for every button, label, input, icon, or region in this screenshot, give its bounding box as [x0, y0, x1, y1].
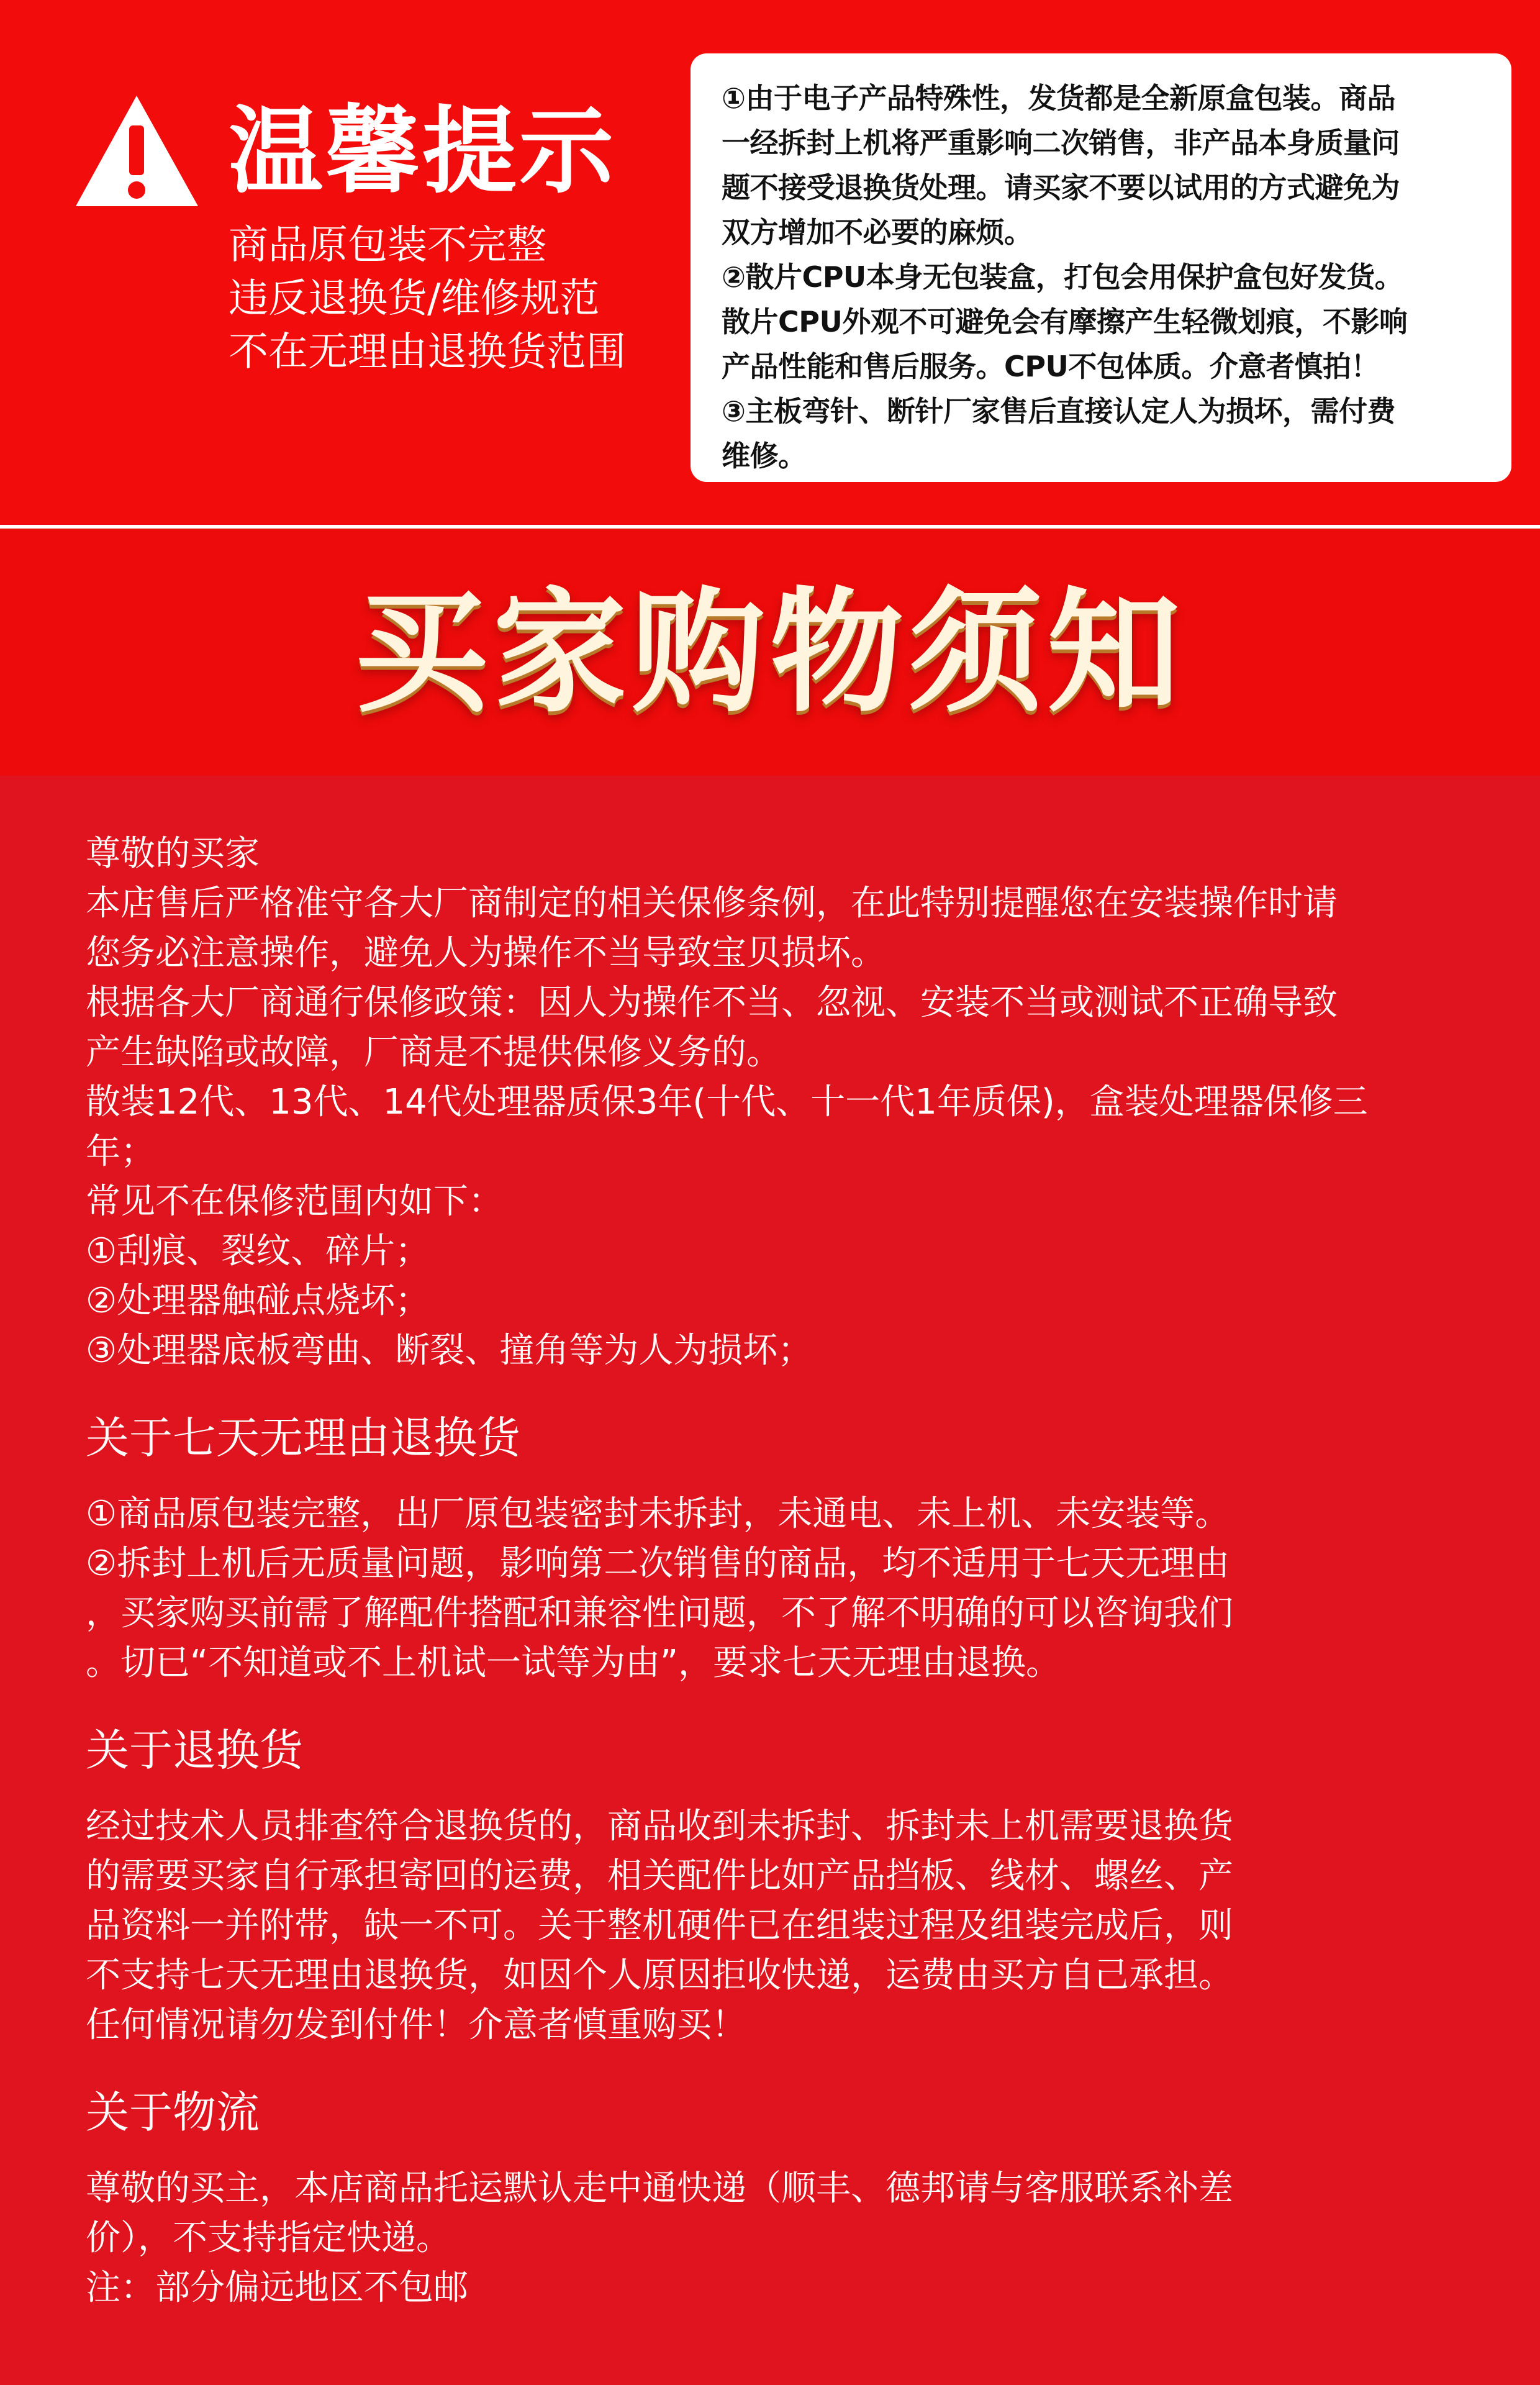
intro-block [86, 829, 1477, 1376]
notice-line: 维修。 [722, 439, 807, 473]
section-line: 的需要买家自行承担寄回的运费，相关配件比如产品挡板、线材、螺丝、产 [86, 1856, 1233, 1896]
intro-line: ①刮痕、裂纹、碎片； [86, 1231, 430, 1271]
title-band [0, 529, 1540, 776]
section-heading-returns: 关于退换货 [86, 1725, 303, 1776]
section-line: 尊敬的买主，本店商品托运默认走中通快递（顺丰、德邦请与客服联系补差 [86, 2168, 1233, 2209]
notice-line: 产品性能和售后服务。CPU不包体质。介意者慎拍！ [722, 350, 1379, 383]
section-body-returns [86, 1802, 1477, 2050]
warning-subtitle-line: 不在无理由退换货范围 [229, 329, 626, 375]
notice-line: ②散片CPU本身无包装盒，打包会用保护盒包好发货。 [722, 260, 1403, 294]
spacer [86, 1778, 1477, 1802]
section-body-seven-day-return [86, 1489, 1477, 1688]
intro-line: 本店售后严格准守各大厂商制定的相关保修条例，在此特别提醒您在安装操作时请 [86, 883, 1338, 924]
intro-line: ③处理器底板弯曲、断裂、撞角等为人为损坏； [86, 1330, 813, 1371]
shopping-notice-content [86, 829, 1477, 2313]
section-heading-seven-day-return: 关于七天无理由退换货 [86, 1412, 520, 1463]
intro-line: 产生缺陷或故障，厂商是不提供保修义务的。 [86, 1032, 781, 1073]
intro-line: 您务必注意操作，避免人为操作不当导致宝贝损坏。 [86, 933, 886, 973]
notice-line: 一经拆封上机将严重影响二次销售，非产品本身质量问 [722, 126, 1400, 160]
warning-title: 温馨提示 [229, 96, 616, 206]
warning-subtitle-line: 商品原包装不完整 [229, 222, 546, 268]
section-line: 注：部分偏远地区不包邮 [86, 2268, 468, 2308]
intro-line: 尊敬的买家 [86, 834, 260, 874]
notice-line: ①由于电子产品特殊性，发货都是全新原盒包装。商品 [722, 81, 1395, 115]
notice-line: 散片CPU外观不可避免会有摩擦产生轻微划痕，不影响 [722, 305, 1408, 338]
spacer [86, 1688, 1477, 1722]
section-body-logistics [86, 2164, 1477, 2313]
warning-subtitle-list [229, 219, 626, 379]
spacer [86, 1466, 1477, 1489]
notice-line: 双方增加不必要的麻烦。 [722, 216, 1033, 249]
intro-line: 散装12代、13代、14代处理器质保3年(十代、十一代1年质保)，盒装处理器保修三 [86, 1082, 1368, 1122]
section-line: ①商品原包装完整，出厂原包装密封未拆封，未通电、未上机、未安装等。 [86, 1494, 1230, 1534]
warning-triangle-icon [73, 93, 201, 209]
section-line: 不支持七天无理由退换货，如因个人原因拒收快递，运费由买方自己承担。 [86, 1955, 1233, 1996]
spacer [86, 1376, 1477, 1410]
notice-line: ③主板弯针、断针厂家售后直接认定人为损坏，需付费 [722, 394, 1395, 428]
intro-line: 常见不在保修范围内如下： [86, 1181, 503, 1222]
notice-card [691, 53, 1511, 482]
section-line: 。切已“不知道或不上机试一试等为由”，要求七天无理由退换。 [86, 1643, 1061, 1683]
section-heading-logistics: 关于物流 [86, 2087, 260, 2138]
section-line: ②拆封上机后无质量问题，影响第二次销售的商品，均不适用于七天无理由 [86, 1543, 1230, 1584]
intro-line: 年； [86, 1132, 155, 1172]
section-line: 品资料一并附带，缺一不可。关于整机硬件已在组装过程及组装完成后，则 [86, 1906, 1233, 1946]
spacer [86, 2050, 1477, 2084]
intro-line: ②处理器触碰点烧坏； [86, 1281, 430, 1321]
section-line: 价），不支持指定快递。 [86, 2218, 451, 2258]
intro-line: 根据各大厂商通行保修政策：因人为操作不当、忽视、安装不当或测试不正确导致 [86, 983, 1338, 1023]
section-line: ，买家购买前需了解配件搭配和兼容性问题，不了解不明确的可以咨询我们 [86, 1593, 1233, 1633]
warning-subtitle-line: 违反退换货/维修规范 [229, 276, 600, 322]
spacer [86, 2140, 1477, 2164]
notice-line: 题不接受退换货处理。请买家不要以试用的方式避免为 [722, 171, 1400, 204]
page-title: 买家购物须知 [355, 575, 1185, 730]
warning-banner [0, 0, 1540, 525]
section-line: 任何情况请勿发到付件！介意者慎重购买！ [86, 2005, 746, 2045]
section-line: 经过技术人员排查符合退换货的，商品收到未拆封、拆封未上机需要退换货 [86, 1806, 1233, 1847]
